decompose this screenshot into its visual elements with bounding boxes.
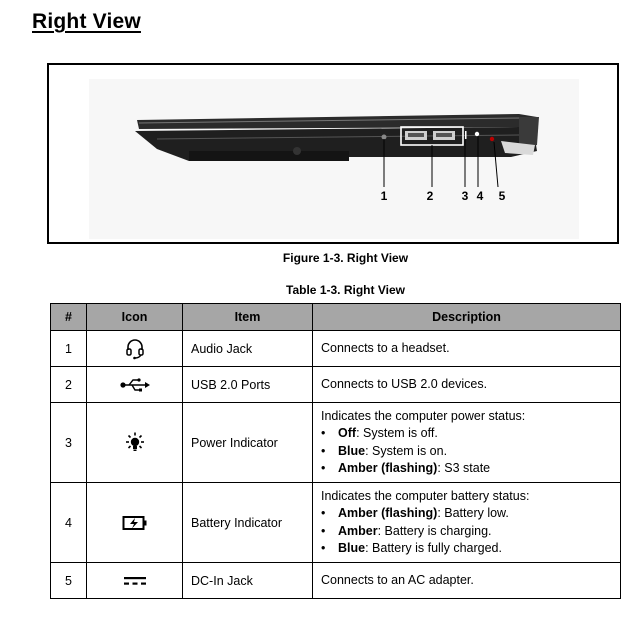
- status-term: Amber (flashing): [338, 461, 438, 475]
- status-text: : Battery low.: [437, 506, 509, 520]
- callout-4: 4: [476, 189, 484, 203]
- right-view-table: [50, 303, 621, 599]
- row-number: 4: [51, 483, 87, 563]
- callout-2: 2: [426, 189, 434, 203]
- row-icon-cell: [87, 403, 183, 483]
- table-row: [51, 367, 621, 403]
- row-icon-cell: [87, 367, 183, 403]
- header-icon: Icon: [87, 304, 183, 331]
- list-item: [321, 425, 612, 443]
- row-description: [313, 331, 621, 367]
- row-item: Audio Jack: [183, 331, 313, 367]
- laptop-right-side-image: [49, 65, 617, 242]
- row-description: [313, 563, 621, 599]
- dc-in-icon: [123, 575, 147, 587]
- table-caption: Table 1-3. Right View: [286, 283, 405, 297]
- callout-3: 3: [461, 189, 469, 203]
- header-number: #: [51, 304, 87, 331]
- description-text: Connects to an AC adapter.: [321, 572, 474, 587]
- row-description: [313, 367, 621, 403]
- status-text: : S3 state: [437, 461, 491, 475]
- status-text: : Battery is charging.: [377, 523, 492, 538]
- section-heading: Right View: [32, 10, 141, 33]
- status-term: Amber (flashing): [338, 506, 438, 520]
- description-text: Indicates the computer power status:: [321, 408, 526, 423]
- right-view-figure: [47, 63, 619, 244]
- status-text: : Battery is fully charged.: [365, 541, 502, 555]
- list-item: [321, 540, 612, 558]
- row-icon-cell: [87, 331, 183, 367]
- header-item: Item: [183, 304, 313, 331]
- headset-icon: [124, 338, 146, 360]
- figure-caption: Figure 1-3. Right View: [282, 251, 409, 265]
- status-term: Blue: [338, 443, 366, 458]
- table-row: [51, 563, 621, 599]
- row-description: [313, 403, 621, 483]
- row-icon-cell: [87, 483, 183, 563]
- row-number: 2: [51, 367, 87, 403]
- power-light-icon: [123, 431, 147, 455]
- callout-1: 1: [380, 189, 388, 203]
- status-text: : System is on.: [365, 443, 448, 458]
- header-description: Description: [313, 304, 621, 331]
- table-row: [51, 403, 621, 483]
- table-row: [51, 331, 621, 367]
- row-description: [313, 483, 621, 563]
- list-item: [321, 523, 612, 541]
- row-item: DC-In Jack: [183, 563, 313, 599]
- usb-icon: [120, 378, 150, 392]
- description-text: Connects to a headset.: [321, 340, 450, 355]
- callout-5: 5: [498, 189, 506, 203]
- status-term: Amber: [338, 523, 378, 538]
- status-term: Blue: [338, 541, 366, 555]
- row-item: Battery Indicator: [183, 483, 313, 563]
- row-number: 1: [51, 331, 87, 367]
- row-item: Power Indicator: [183, 403, 313, 483]
- status-list: [321, 505, 612, 558]
- row-number: 3: [51, 403, 87, 483]
- list-item: [321, 443, 612, 461]
- list-item: [321, 505, 612, 523]
- row-item: USB 2.0 Ports: [183, 367, 313, 403]
- row-number: 5: [51, 563, 87, 599]
- status-list: [321, 425, 612, 478]
- table-header-row: [51, 304, 621, 331]
- description-text: Indicates the computer battery status:: [321, 488, 530, 503]
- status-text: : System is off.: [356, 426, 438, 440]
- table-row: [51, 483, 621, 563]
- list-item: [321, 460, 612, 478]
- battery-charging-icon: [122, 515, 148, 531]
- row-icon-cell: [87, 563, 183, 599]
- status-term: Off: [338, 426, 357, 440]
- description-text: Connects to USB 2.0 devices.: [321, 376, 488, 391]
